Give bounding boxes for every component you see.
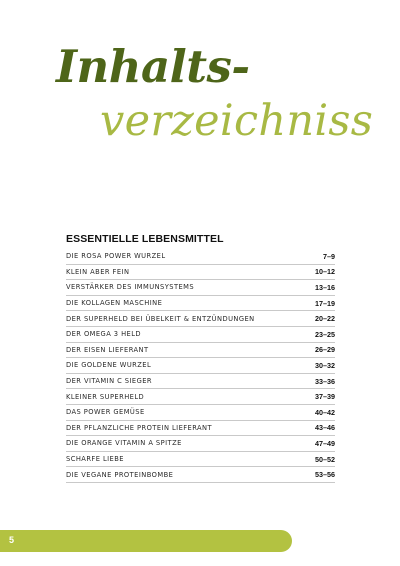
toc-row[interactable] (66, 249, 335, 265)
toc-entry-title: DIE ROSA POWER WURZEL (66, 252, 166, 261)
toc-entry-pages: 40–42 (315, 407, 335, 417)
toc-row[interactable] (66, 265, 335, 281)
toc-entry-title: DER PFLANZLICHE PROTEIN LIEFERANT (66, 423, 213, 432)
toc-row[interactable] (66, 389, 335, 405)
toc-entry-title: KLEIN ABER FEIN (66, 267, 130, 276)
section-heading: ESSENTIELLE LEBENSMITTEL (66, 233, 224, 245)
toc-entry-title: SCHARFE LIEBE (66, 455, 124, 464)
toc-row[interactable] (66, 327, 335, 343)
toc-row[interactable] (66, 296, 335, 312)
footer-bar (0, 530, 292, 552)
toc-entry-pages: 20–22 (315, 314, 335, 324)
page-title-line-1: Inhalts- (56, 40, 250, 93)
toc-entry-title: DIE VEGANE PROTEINBOMBE (66, 470, 174, 479)
toc-entry-pages: 17–19 (315, 298, 335, 308)
toc-entry-pages: 37–39 (315, 392, 335, 402)
toc-entry-pages: 53–56 (315, 470, 335, 480)
toc-row[interactable] (66, 374, 335, 390)
toc-row[interactable] (66, 421, 335, 437)
page-title-line-2: verzeichniss (100, 96, 374, 146)
toc-entry-pages: 47–49 (315, 438, 335, 448)
toc-entry-pages: 43–46 (315, 423, 335, 433)
toc-entry-pages: 50–52 (315, 454, 335, 464)
toc-entry-title: DER VITAMIN C SIEGER (66, 377, 152, 386)
toc-entry-title: VERSTÄRKER DES IMMUNSYSTEMS (66, 283, 195, 292)
toc-entry-pages: 13–16 (315, 282, 335, 292)
toc-entry-title: DIE ORANGE VITAMIN A SPITZE (66, 439, 182, 448)
toc-entry-title: DER EISEN LIEFERANT (66, 345, 149, 354)
table-of-contents (66, 249, 335, 483)
toc-entry-pages: 7–9 (323, 251, 335, 261)
toc-row[interactable] (66, 467, 335, 483)
toc-row[interactable] (66, 358, 335, 374)
toc-entry-title: DIE KOLLAGEN MASCHINE (66, 299, 163, 308)
toc-row[interactable] (66, 343, 335, 359)
toc-row[interactable] (66, 436, 335, 452)
toc-row[interactable] (66, 280, 335, 296)
toc-row[interactable] (66, 405, 335, 421)
toc-entry-title: DAS POWER GEMÜSE (66, 408, 145, 417)
toc-entry-title: DER SUPERHELD BEI ÜBELKEIT & ENTZÜNDUNGEN (66, 314, 255, 323)
toc-row[interactable] (66, 452, 335, 468)
page-number: 5 (9, 535, 15, 545)
toc-entry-title: DIE GOLDENE WURZEL (66, 361, 152, 370)
toc-entry-title: KLEINER SUPERHELD (66, 392, 145, 401)
toc-entry-pages: 33–36 (315, 376, 335, 386)
toc-entry-pages: 30–32 (315, 360, 335, 370)
toc-entry-pages: 10–12 (315, 267, 335, 277)
toc-entry-title: DER OMEGA 3 HELD (66, 330, 141, 339)
toc-row[interactable] (66, 311, 335, 327)
toc-entry-pages: 26–29 (315, 345, 335, 355)
toc-entry-pages: 23–25 (315, 329, 335, 339)
